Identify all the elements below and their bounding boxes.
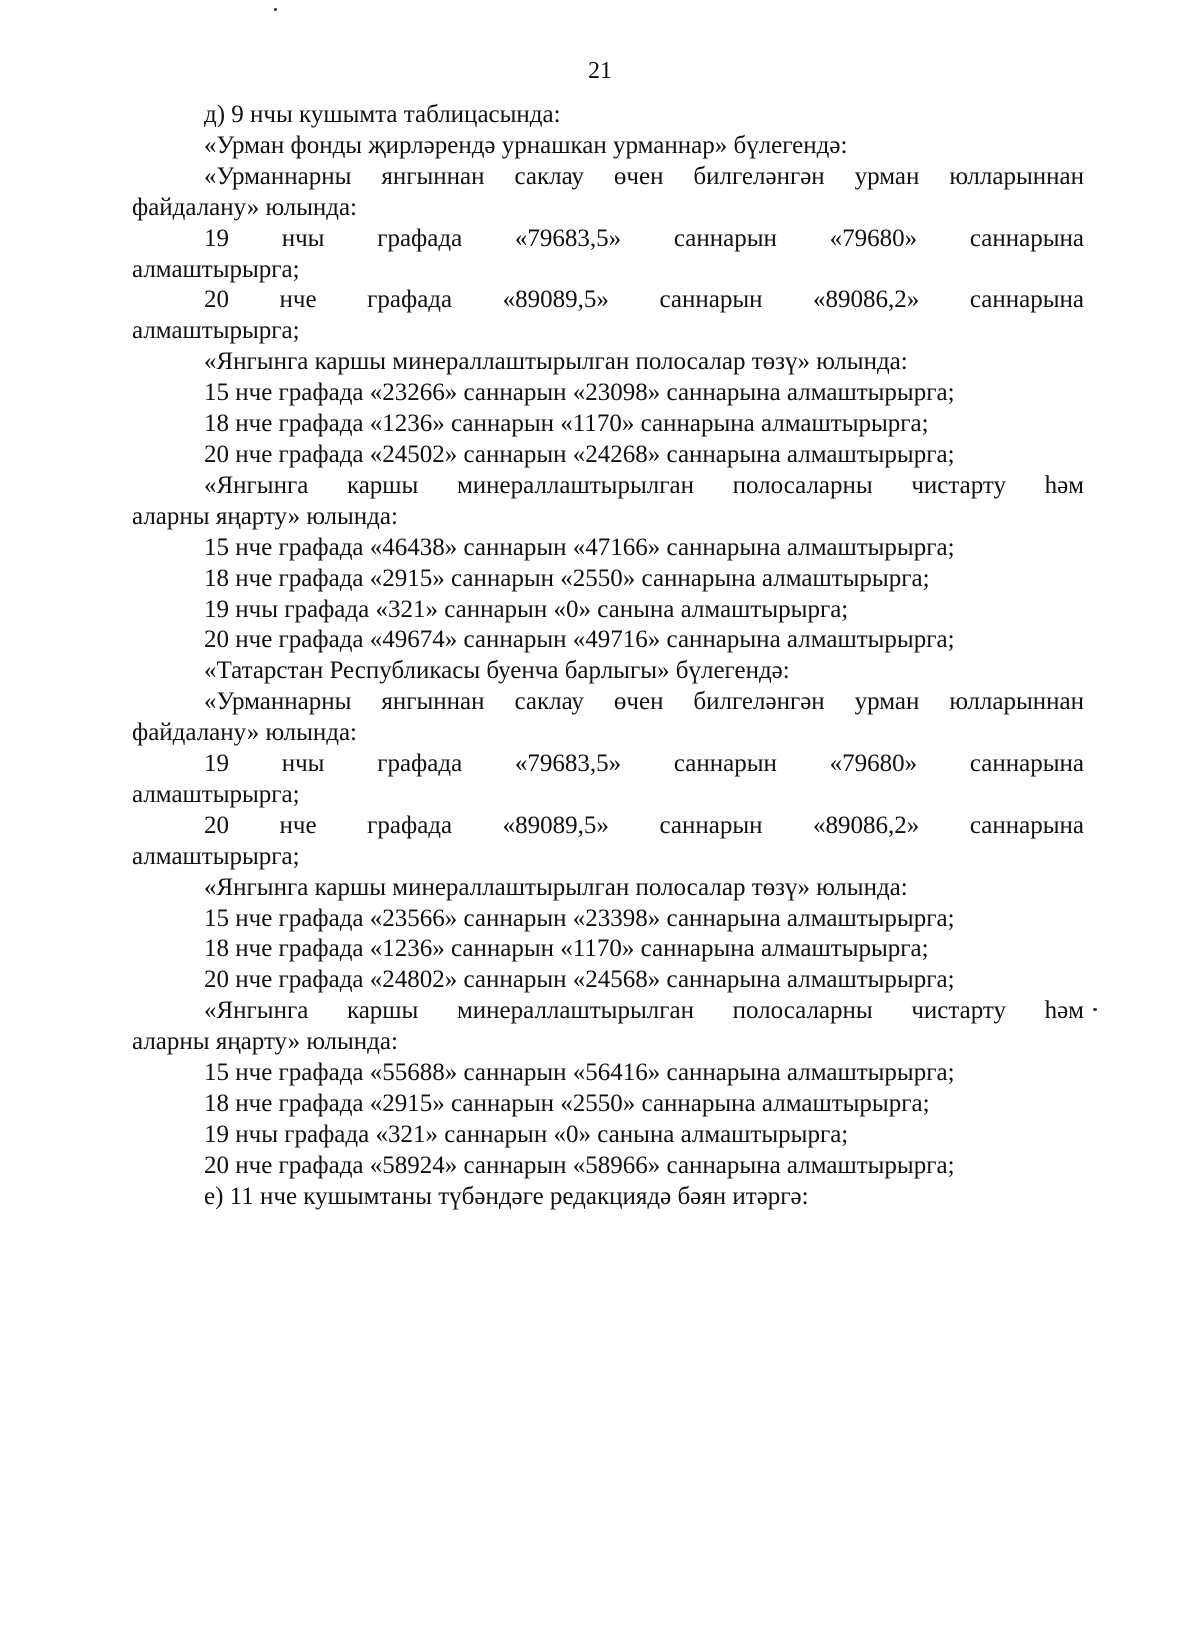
paragraph: е) 11 нче кушымтаны түбәндәге редакциядә бәян итәргә: — [204, 1182, 809, 1210]
paragraph: «Татарстан Республикасы буенча барлыгы» бүлегендә: — [204, 657, 790, 685]
paragraph-line: «Урманнарны янгыннан саклау өчен билгеләнгән урман юлларыннан — [204, 162, 1084, 190]
paragraph — [132, 224, 1084, 286]
paragraph-line: алмаштырырга; — [132, 842, 300, 870]
paragraph-line: алмаштырырга; — [132, 780, 300, 808]
paragraph-line: файдалану» юлында: — [132, 193, 357, 221]
scan-speck — [1093, 1008, 1097, 1011]
paragraph: «Янгынга каршы минераллаштырылган полосалар төзү» юлында: — [204, 348, 908, 376]
page-number: 21 — [588, 58, 612, 84]
paragraph: «Янгынга каршы минераллаштырылган полосалар төзү» юлында: — [204, 873, 908, 901]
paragraph: 15 нче графада «23566» саннарын «23398» саннарына алмаштырырга; — [204, 904, 955, 932]
paragraph: «Урман фонды җирләрендә урнашкан урманнар» бүлегендә: — [204, 131, 848, 159]
paragraph-line: алмаштырырга; — [132, 255, 300, 283]
paragraph: 20 нче графада «58924» саннарын «58966» саннарына алмаштырырга; — [204, 1151, 955, 1179]
paragraph: 19 нчы графада «321» саннарын «0» санына алмаштырырга; — [204, 595, 849, 623]
paragraph: 18 нче графада «2915» саннарын «2550» саннарына алмаштырырга; — [204, 564, 930, 592]
paragraph-line: «Янгынга каршы минераллаштырылган полосаларны чистарту һәм — [204, 997, 1084, 1025]
paragraph-line: файдалану» юлында: — [132, 719, 357, 747]
paragraph — [132, 996, 1084, 1058]
paragraph-line: 19 нчы графада «79683,5» саннарын «79680» саннарына — [204, 224, 1084, 252]
paragraph: 20 нче графада «49674» саннарын «49716» саннарына алмаштырырга; — [204, 626, 955, 654]
document-body — [132, 100, 1084, 1213]
scan-speck — [274, 8, 277, 11]
paragraph — [132, 749, 1084, 811]
paragraph — [132, 285, 1084, 347]
paragraph — [132, 471, 1084, 533]
paragraph: 15 нче графада «55688» саннарын «56416» саннарына алмаштырырга; — [204, 1059, 955, 1087]
paragraph-line: аларны яңарту» юлында: — [132, 502, 398, 530]
paragraph-line: 20 нче графада «89089,5» саннарын «89086,2» саннарына — [204, 811, 1084, 839]
paragraph: 18 нче графада «2915» саннарын «2550» саннарына алмаштырырга; — [204, 1090, 930, 1117]
paragraph-line: 20 нче графада «89089,5» саннарын «89086,2» саннарына — [204, 286, 1084, 314]
paragraph — [132, 811, 1084, 873]
paragraph-line: аларны яңарту» юлында: — [132, 1028, 398, 1056]
paragraph-line: «Урманнарны янгыннан саклау өчен билгеләнгән урман юлларыннан — [204, 688, 1084, 716]
paragraph-line: алмаштырырга; — [132, 317, 300, 345]
paragraph: 19 нчы графада «321» саннарын «0» санына алмаштырырга; — [204, 1120, 849, 1148]
paragraph-line: 19 нчы графада «79683,5» саннарын «79680» саннарына — [204, 750, 1084, 778]
paragraph-line: «Янгынга каршы минераллаштырылган полосаларны чистарту һәм — [204, 471, 1084, 499]
paragraph: 20 нче графада «24802» саннарын «24568» саннарына алмаштырырга; — [204, 966, 955, 994]
paragraph: д) 9 нчы кушымта таблицасында: — [204, 101, 561, 128]
paragraph — [132, 162, 1084, 224]
paragraph: 18 нче графада «1236» саннарын «1170» саннарына алмаштырырга; — [204, 410, 929, 438]
paragraph: 18 нче графада «1236» саннарын «1170» саннарына алмаштырырга; — [204, 935, 929, 963]
paragraph — [132, 687, 1084, 749]
paragraph: 20 нче графада «24502» саннарын «24268» саннарына алмаштырырга; — [204, 440, 955, 468]
paragraph: 15 нче графада «46438» саннарын «47166» саннарына алмаштырырга; — [204, 533, 955, 561]
paragraph: 15 нче графада «23266» саннарын «23098» саннарына алмаштырырга; — [204, 379, 955, 407]
